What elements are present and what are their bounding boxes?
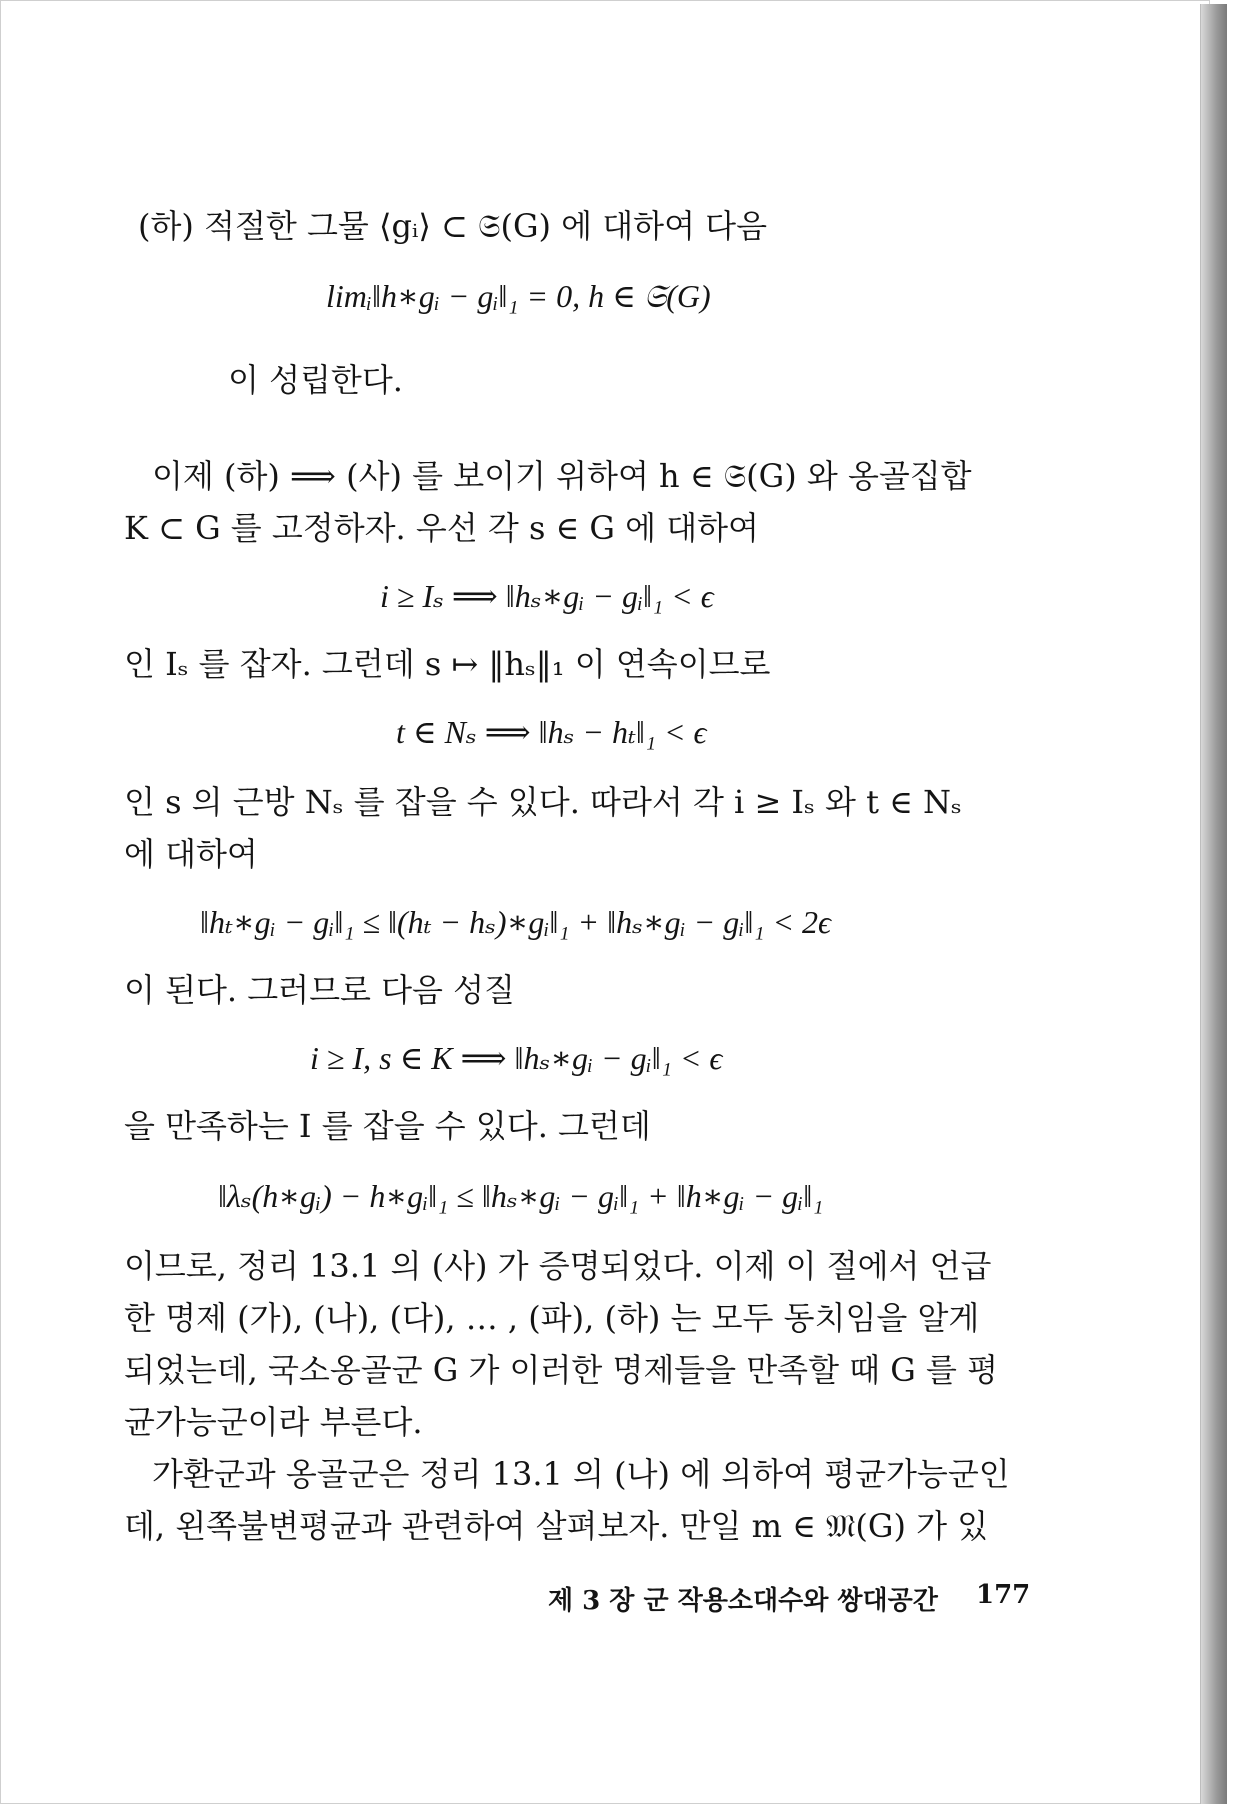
text-line: 되었는데, 국소옹골군 G 가 이러한 명제들을 만족할 때 G 를 평	[124, 1351, 998, 1389]
text-line: 인 Iₛ 를 잡자. 그런데 s ↦ ‖hₛ‖₁ 이 연속이므로	[124, 645, 771, 683]
display-equation: ‖λₛ(h∗gᵢ) − h∗gᵢ‖₁ ≤ ‖hₛ∗gᵢ − gᵢ‖₁ + ‖h∗gᵢ − gᵢ‖₁	[218, 1178, 824, 1214]
text-line: 데, 왼쪽불변평균과 관련하여 살펴보자. 만일 m ∈ 𝔐(G) 가 있	[124, 1507, 989, 1545]
text-line: 균가능군이라 부른다.	[124, 1403, 423, 1441]
display-equation: i ≥ I, s ∈ K ⟹ ‖hₛ∗gᵢ − gᵢ‖₁ < ϵ	[310, 1040, 723, 1076]
text-line: 이므로, 정리 13.1 의 (사) 가 증명되었다. 이제 이 절에서 언급	[124, 1247, 992, 1285]
chapter-footer: 제 3 장 군 작용소대수와 쌍대공간	[548, 1586, 938, 1616]
text-line: K ⊂ G 를 고정하자. 우선 각 s ∈ G 에 대하여	[124, 509, 759, 547]
text-line: 이제 (하) ⟹ (사) 를 보이기 위하여 h ∈ 𝔖(G) 와 옹골집합	[152, 457, 972, 495]
text-line: 을 만족하는 I 를 잡을 수 있다. 그런데	[124, 1107, 651, 1145]
text-line: (하) 적절한 그물 ⟨gᵢ⟩ ⊂ 𝔖(G) 에 대하여 다음	[138, 207, 767, 245]
text-line: 이 된다. 그러므로 다음 성질	[124, 971, 515, 1009]
display-equation: limᵢ‖h∗gᵢ − gᵢ‖₁ = 0, h ∈ 𝔖(G)	[326, 278, 711, 314]
text-line: 한 명제 (가), (나), (다), … , (파), (하) 는 모두 동치임을 알게	[124, 1299, 980, 1337]
page-number: 177	[976, 1580, 1031, 1610]
display-equation: ‖hₜ∗gᵢ − gᵢ‖₁ ≤ ‖(hₜ − hₛ)∗gᵢ‖₁ + ‖hₛ∗gᵢ − gᵢ‖₁ < 2ϵ	[200, 904, 831, 940]
text-line: 인 s 의 근방 Nₛ 를 잡을 수 있다. 따라서 각 i ≥ Iₛ 와 t ∈ Nₛ	[124, 783, 962, 821]
text-line: 이 성립한다.	[228, 361, 403, 399]
text-line: 가환군과 옹골군은 정리 13.1 의 (나) 에 의하여 평균가능군인	[152, 1455, 1010, 1493]
display-equation: t ∈ Nₛ ⟹ ‖hₛ − hₜ‖₁ < ϵ	[396, 714, 707, 750]
text-line: 에 대하여	[124, 835, 258, 873]
display-equation: i ≥ Iₛ ⟹ ‖hₛ∗gᵢ − gᵢ‖₁ < ϵ	[380, 578, 714, 614]
page-edge-shadow	[1200, 4, 1227, 1804]
